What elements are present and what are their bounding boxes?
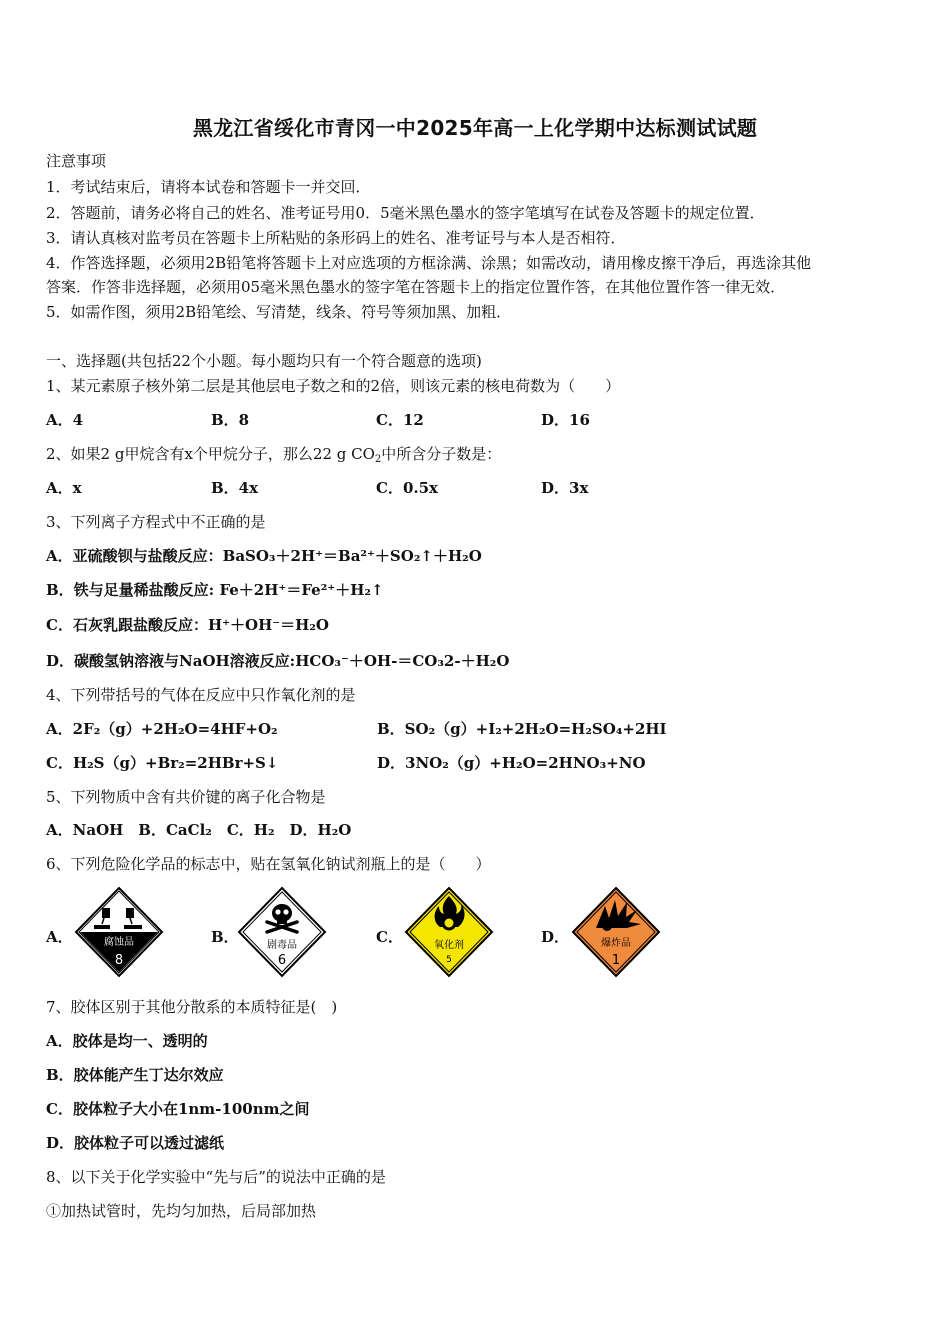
option-c: C．12 <box>376 411 424 429</box>
option-a: A．4 <box>46 411 84 429</box>
question-3-option-d: D．碳酸氢钠溶液与NaOH溶液反应:HCO₃⁻＋OH-＝CO₃2-＋H₂O <box>46 652 510 670</box>
sign-label: 氧化剂 <box>434 940 464 951</box>
question-4-option-c: C．H₂S（g）+Br₂=2HBr+S↓ <box>46 754 279 772</box>
explosion-icon <box>571 886 661 978</box>
sign-number: 8 <box>114 953 124 968</box>
question-7-stem: 7、胶体区别于其他分散系的本质特征是( ) <box>46 998 338 1016</box>
question-8-item-1: ①加热试管时，先均匀加热，后局部加热 <box>46 1202 317 1220</box>
question-8-stem: 8、以下关于化学实验中“先与后”的说法中正确的是 <box>46 1168 386 1186</box>
option-letter: B． <box>211 928 239 946</box>
question-7-option-d: D．胶体粒子可以透过滤纸 <box>46 1134 225 1152</box>
question-2-stem-b: 中所含分子数是： <box>381 445 502 463</box>
option-letter: A． <box>46 928 73 946</box>
question-6-stem: 6、下列危险化学品的标志中，贴在氢氧化钠试剂瓶上的是（ ） <box>46 855 491 873</box>
notice-item: 2．答题前，请务必将自己的姓名、准考证号用0．5毫米黑色墨水的签字笔填写在试卷及答题卡的规定位置． <box>46 204 765 222</box>
question-5-options: A．NaOH B．CaCl₂ C．H₂ D．H₂O <box>46 821 352 839</box>
question-2-options <box>46 478 646 498</box>
question-7-option-c: C．胶体粒子大小在1nm-100nm之间 <box>46 1100 310 1118</box>
question-1-options <box>46 410 646 430</box>
question-4-option-d: D．3NO₂（g）+H₂O=2HNO₃+NO <box>377 754 646 772</box>
hazard-sign-options <box>46 886 686 982</box>
sign-number: 5 <box>446 955 452 965</box>
question-2-stem <box>46 444 501 464</box>
notice-item: 5．如需作图，须用2B铅笔绘、写清楚，线条、符号等须加黑、加粗． <box>46 303 512 321</box>
sign-label: 剧毒品 <box>267 940 297 951</box>
question-7-option-a: A．胶体是均一、透明的 <box>46 1032 208 1050</box>
question-3-stem: 3、下列离子方程式中不正确的是 <box>46 513 266 531</box>
option-letter: C． <box>376 928 403 946</box>
option-d: D．16 <box>541 411 590 429</box>
option-a: A．x <box>46 479 82 497</box>
notice-heading: 注意事项 <box>46 152 107 170</box>
page-title: 黑龙江省绥化市青冈一中2025年高一上化学期中达标测试试题 <box>192 116 758 140</box>
option-letter: D． <box>541 928 570 946</box>
question-2-stem-a: 2、如果2 g甲烷含有x个甲烷分子，那么22 g CO <box>46 445 375 463</box>
notice-item: 答案．作答非选择题，必须用05毫米黑色墨水的签字笔在答题卡上的指定位置作答，在其他位置作答一律无效． <box>46 278 786 296</box>
question-5-stem: 5、下列物质中含有共价键的离子化合物是 <box>46 788 326 806</box>
sign-option-d <box>541 886 671 982</box>
option-d: D．3x <box>541 479 589 497</box>
sign-option-c <box>376 886 501 982</box>
subscript: 2 <box>374 454 382 465</box>
option-c: C．0.5x <box>376 479 438 497</box>
question-4-stem: 4、下列带括号的气体在反应中只作氧化剂的是 <box>46 686 356 704</box>
sign-option-b <box>211 886 331 982</box>
sign-option-a <box>46 886 166 982</box>
corrosive-icon <box>74 886 164 978</box>
flame-over-circle-icon <box>404 886 494 978</box>
question-3-option-c: C．石灰乳跟盐酸反应：H⁺＋OH⁻＝H₂O <box>46 616 329 634</box>
notice-item: 4．作答选择题，必须用2B铅笔将答题卡上对应选项的方框涂满、涂黑；如需改动，请用橡皮擦干净后，再选涂其他 <box>46 254 812 272</box>
section-heading: 一、选择题(共包括22个小题。每小题均只有一个符合题意的选项) <box>46 352 482 370</box>
skull-icon <box>237 886 327 978</box>
notice-item: 1．考试结束后，请将本试卷和答题卡一并交回． <box>46 178 371 196</box>
question-3-option-b: B．铁与足量稀盐酸反应: Fe＋2H⁺＝Fe²⁺＋H₂↑ <box>46 581 384 599</box>
question-4-option-b: B．SO₂（g）+I₂+2H₂O=H₂SO₄+2HI <box>377 720 667 738</box>
sign-label: 腐蚀品 <box>104 937 134 948</box>
sign-label: 爆炸品 <box>601 938 631 949</box>
question-7-option-b: B．胶体能产生丁达尔效应 <box>46 1066 224 1084</box>
sign-number: 6 <box>277 953 287 968</box>
option-b: B．8 <box>211 411 250 429</box>
notice-item: 3．请认真核对监考员在答题卡上所粘贴的条形码上的姓名、准考证号与本人是否相符． <box>46 229 626 247</box>
sign-number: 1 <box>611 953 621 968</box>
question-3-option-a: A．亚硫酸钡与盐酸反应：BaSO₃＋2H⁺＝Ba²⁺＋SO₂↑＋H₂O <box>46 547 482 565</box>
option-b: B．4x <box>211 479 259 497</box>
question-4-option-a: A．2F₂（g）+2H₂O=4HF+O₂ <box>46 720 278 738</box>
question-1-stem: 1、某元素原子核外第二层是其他层电子数之和的2倍，则该元素的核电荷数为（ ） <box>46 377 621 395</box>
